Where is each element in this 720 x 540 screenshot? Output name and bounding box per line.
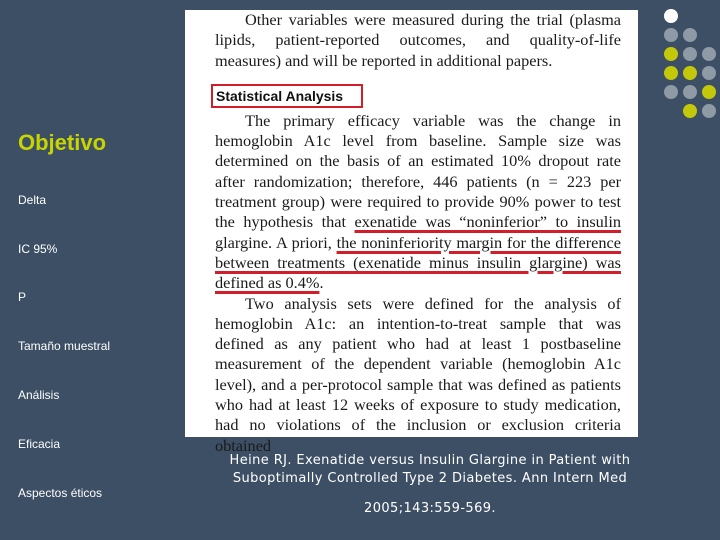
decorative-dot (702, 66, 716, 80)
article-excerpt-image (185, 10, 638, 455)
noninferior-highlight: exenatide was “noninferior” to insulin (354, 212, 621, 232)
decorative-dot (683, 85, 697, 99)
citation-text: Heine RJ. Exenatide versus Insulin Glargine in Patient with Suboptimally Controlled Type 2 Diabetes. Ann Intern Med (229, 453, 631, 486)
decorative-dot (702, 47, 716, 61)
decorative-dot (702, 104, 716, 118)
outline-item-delta: Delta (18, 193, 47, 207)
decorative-dot (664, 47, 678, 61)
text-segment: . (319, 273, 324, 293)
outline-item-p: P (18, 290, 27, 304)
text-segment: The primary efficacy variable was the change in hemoglobin A1c level from baseline. Sample size was determined on the basis of an estimated 10% dropout rate after randomization; therefore, 446 patients (n = 223 per treatment group) were required to provide 90% power to test the hypothesis that (215, 110, 621, 232)
outline-item-ethics: Aspectos éticos (18, 486, 103, 500)
decorative-dot (683, 66, 697, 80)
outline-item-analysis: Análisis (18, 388, 60, 402)
decorative-dot (664, 85, 678, 99)
article-text (215, 10, 621, 456)
primary-efficacy-paragraph (215, 111, 621, 294)
decorative-dot (664, 66, 678, 80)
analysis-sets-paragraph: Two analysis sets were defined for the analysis of hemoglobin A1c: an intention-to-treat sample that was defined as any patient who had at least 1 postbaseline measurement of the dependent variable (hemoglobin A1c level), and a per-protocol sample that was defined as patients who had at least 12 weeks of exposure to study medication, had no violations of the inclusion or exclusion criteria obtained (215, 293, 621, 455)
citation (215, 452, 645, 518)
outline-item-ic95: IC 95% (18, 242, 58, 256)
statistical-analysis-heading: Statistical Analysis (211, 84, 363, 108)
decorative-dot (683, 47, 697, 61)
text-segment: glargine. A priori, (215, 232, 337, 252)
section-title: Objetivo (18, 130, 107, 155)
citation-year: 2005;143:559-569. (364, 501, 496, 516)
decorative-dot (702, 85, 716, 99)
decorative-dot (683, 28, 697, 42)
sidebar-outline (18, 0, 188, 540)
decorative-dot (683, 104, 697, 118)
intro-paragraph: Other variables were measured during the trial (plasma lipids, patient-reported outcomes, and quality-of-life measures) and will be reported in additional papers. (215, 10, 621, 70)
outline-item-sample-size: Tamaño muestral (18, 339, 111, 353)
outline-item-efficacy: Eficacia (18, 437, 61, 451)
decorative-dot (664, 28, 678, 42)
decorative-dot (664, 9, 678, 23)
margin-highlight: the noninferiority margin for the difference between treatments (exenatide minus insulin glargine) was defined as 0.4% (215, 232, 621, 293)
